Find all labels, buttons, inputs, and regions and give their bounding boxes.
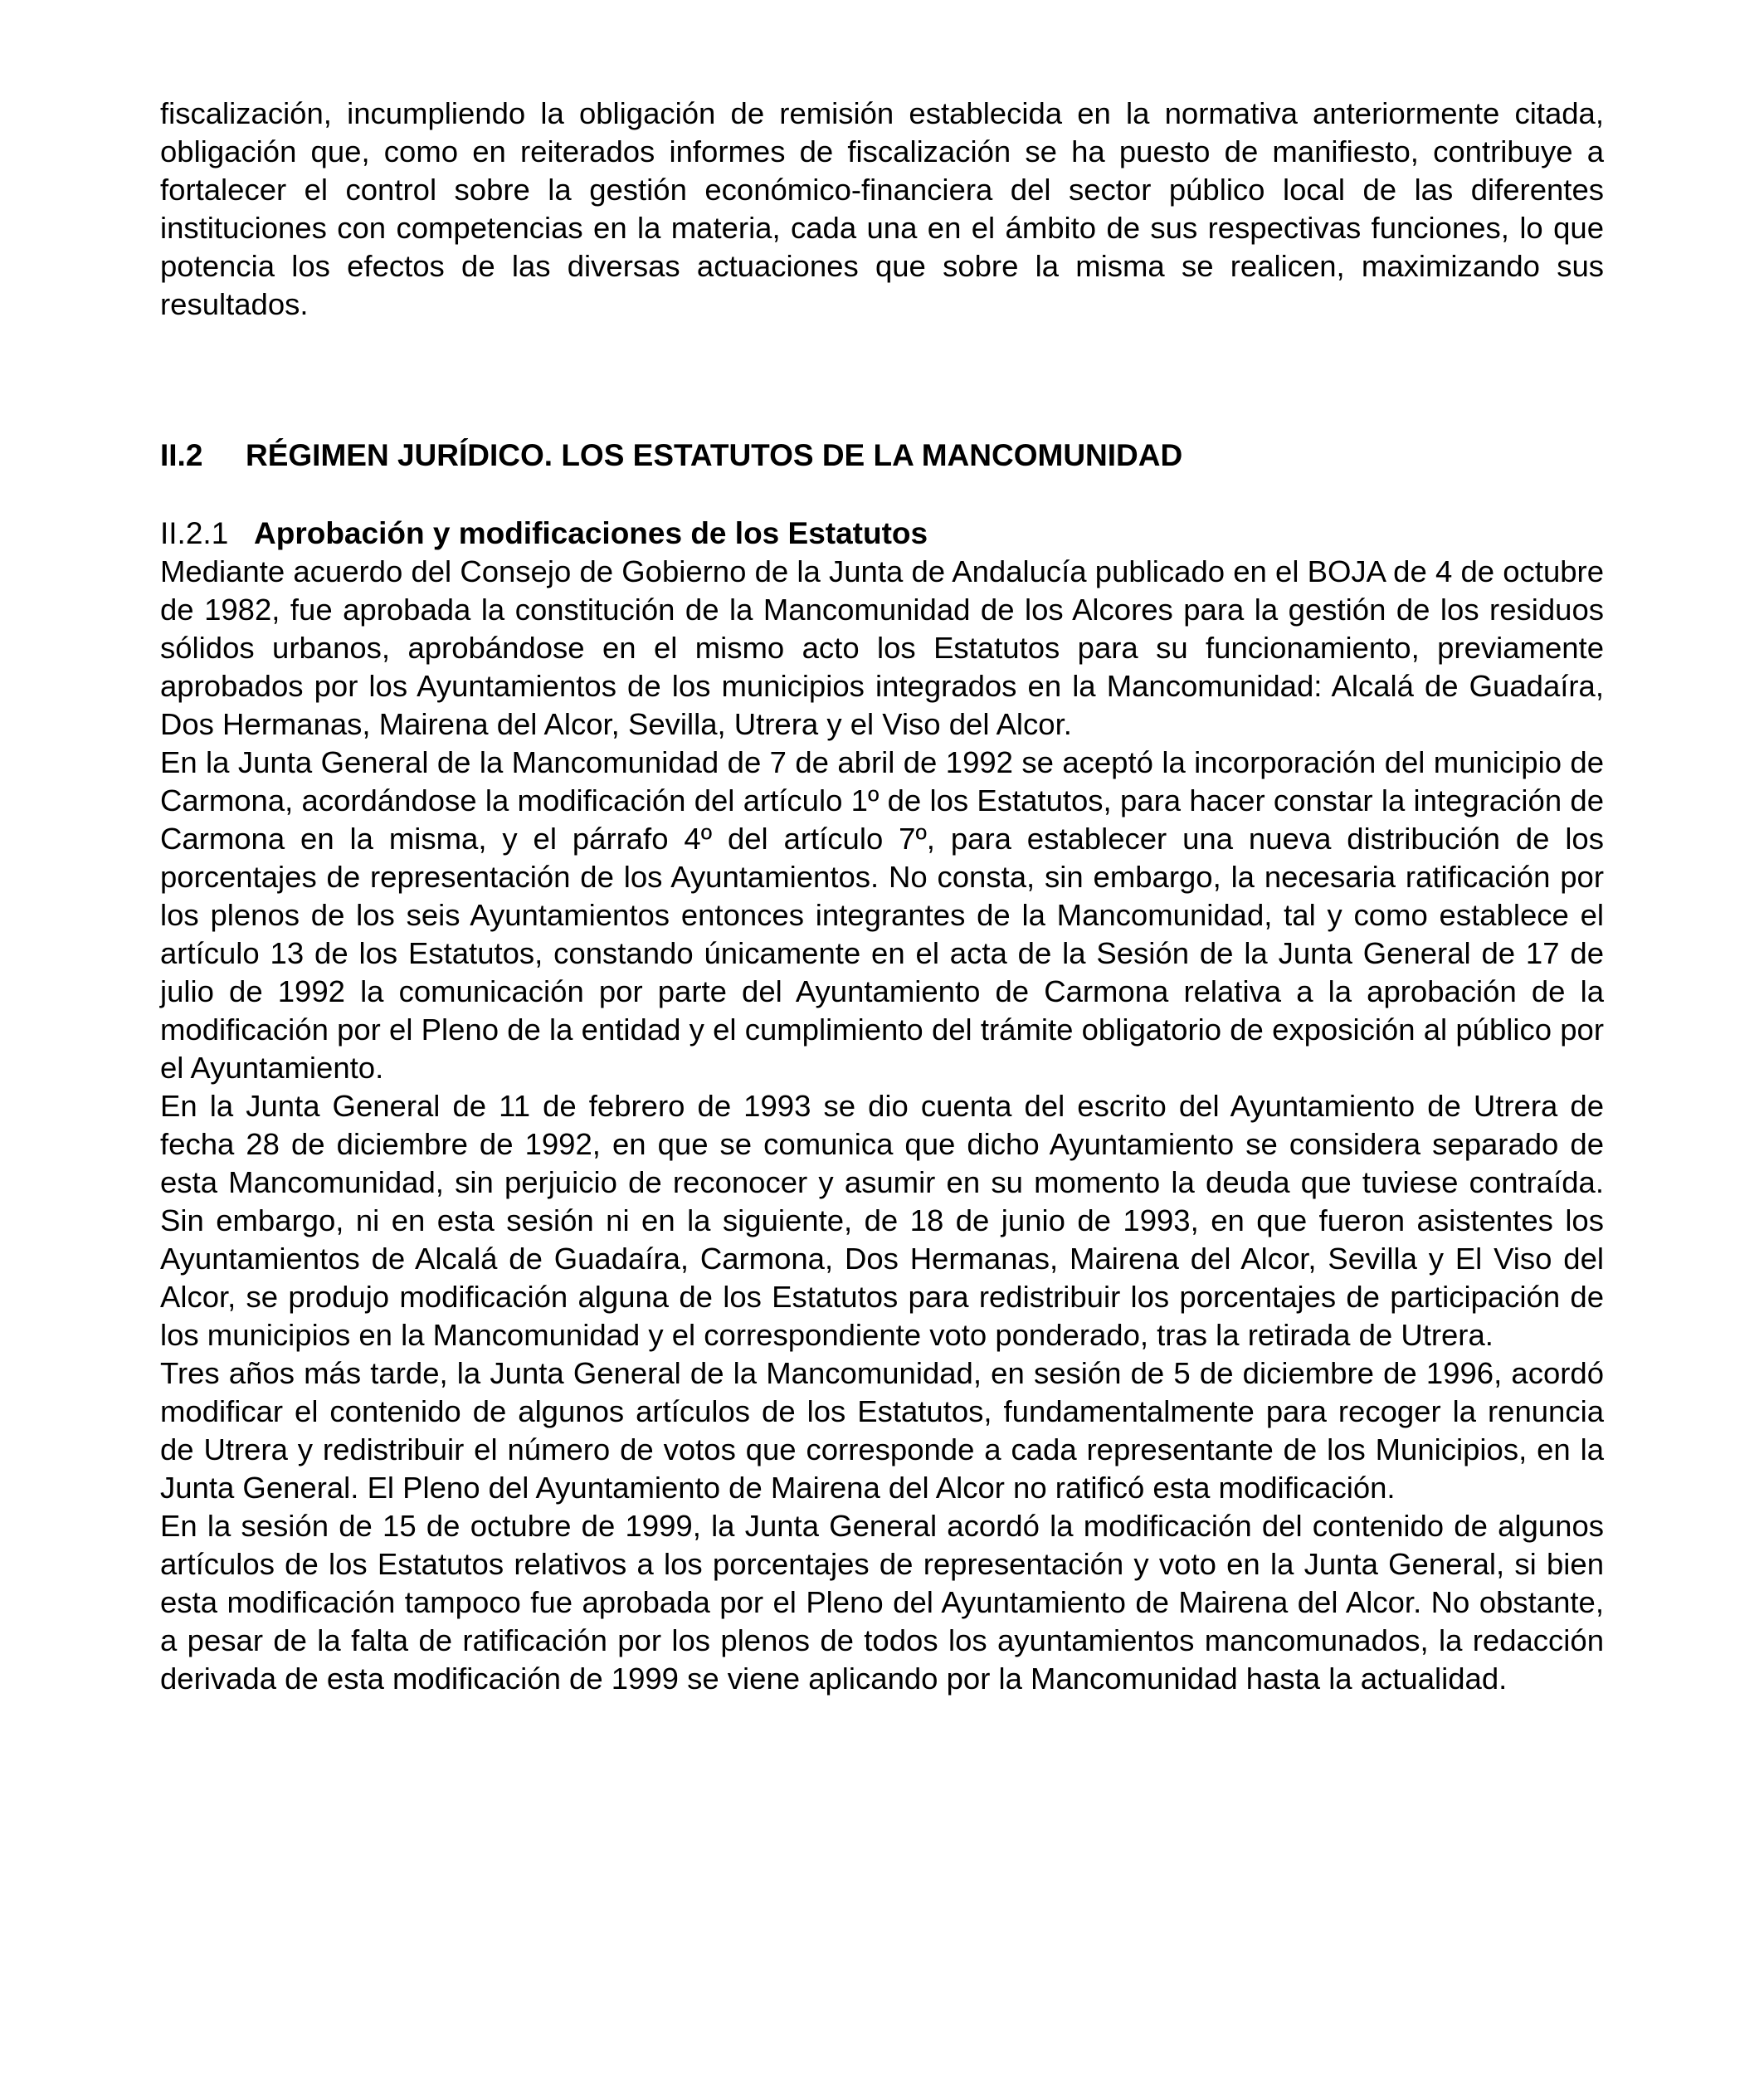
subsection-number: II.2.1	[160, 516, 229, 550]
subsection-title: Aprobación y modificaciones de los Estatutos	[254, 516, 928, 550]
paragraph-constitution: Mediante acuerdo del Consejo de Gobierno de la Junta de Andalucía publicado en el BOJA de 4 de octubre de 1982, fue aprobada la constitución de la Mancomunidad de los Alcores para la gestión de los residuos sólidos urbanos, aprobándose en el mismo acto los Estatutos para su funcionamiento, previamente aprobados por los Ayuntamientos de los municipios integrados en la Mancomunidad: Alcalá de Guadaíra, Dos Hermanas, Mairena del Alcor, Sevilla, Utrera y el Viso del Alcor.	[160, 554, 1604, 741]
paragraph-1996: Tres años más tarde, la Junta General de la Mancomunidad, en sesión de 5 de diciembre de 1996, acordó modificar el contenido de algunos artículos de los Estatutos, fundamentalmente para recoger la renuncia de Utrera y redistribuir el número de votos que corresponde a cada representante de los Municipios, en la Junta General. El Pleno del Ayuntamiento de Mairena del Alcor no ratificó esta modificación.	[160, 1356, 1604, 1505]
paragraph-utrera: En la Junta General de 11 de febrero de 1993 se dio cuenta del escrito del Ayuntamiento de Utrera de fecha 28 de diciembre de 1992, en que se comunica que dicho Ayuntamiento se considera separado de esta Mancomunidad, sin perjuicio de reconocer y asumir en su momento la deuda que tuviese contraída. Sin embargo, ni en esta sesión ni en la siguiente, de 18 de junio de 1993, en que fueron asistentes los Ayuntamientos de Alcalá de Guadaíra, Carmona, Dos Hermanas, Mairena del Alcor, Sevilla y El Viso del Alcor, se produjo modificación alguna de los Estatutos para redistribuir los porcentajes de participación de los municipios en la Mancomunidad y el correspondiente voto ponderado, tras la retirada de Utrera.	[160, 1089, 1604, 1352]
paragraph-carmona: En la Junta General de la Mancomunidad de 7 de abril de 1992 se aceptó la incorporación del municipio de Carmona, acordándose la modificación del artículo 1º de los Estatutos, para hacer constar la integración de Carmona en la misma, y el párrafo 4º del artículo 7º, para establecer una nueva distribución de los porcentajes de representación de los Ayuntamientos. No consta, sin embargo, la necesaria ratificación por los plenos de los seis Ayuntamientos entonces integrantes de la Mancomunidad, tal y como establece el artículo 13 de los Estatutos, constando únicamente en el acta de la Sesión de la Junta General de 17 de julio de 1992 la comunicación por parte del Ayuntamiento de Carmona relativa a la aprobación de la modificación por el Pleno de la entidad y el cumplimiento del trámite obligatorio de exposición al público por el Ayuntamiento.	[160, 745, 1604, 1085]
section-title: RÉGIMEN JURÍDICO. LOS ESTATUTOS DE LA MANCOMUNIDAD	[246, 438, 1183, 472]
subsection-heading	[160, 515, 1604, 553]
section-heading	[160, 437, 1604, 475]
section-number: II.2	[160, 438, 203, 472]
paragraph-1999: En la sesión de 15 de octubre de 1999, la Junta General acordó la modificación del contenido de algunos artículos de los Estatutos relativos a los porcentajes de representación y voto en la Junta General, si bien esta modificación tampoco fue aprobada por el Pleno del Ayuntamiento de Mairena del Alcor. No obstante, a pesar de la falta de ratificación por los plenos de todos los ayuntamientos mancomunados, la redacción derivada de esta modificación de 1999 se viene aplicando por la Mancomunidad hasta la actualidad.	[160, 1509, 1604, 1696]
document-page	[160, 95, 1604, 1698]
intro-paragraph: fiscalización, incumpliendo la obligación de remisión establecida en la normativa anteriormente citada, obligación que, como en reiterados informes de fiscalización se ha puesto de manifiesto, contribuye a fortalecer el control sobre la gestión económico-financiera del sector público local de las diferentes instituciones con competencias en la materia, cada una en el ámbito de sus respectivas funciones, lo que potencia los efectos de las diversas actuaciones que sobre la misma se realicen, maximizando sus resultados.	[160, 96, 1604, 321]
